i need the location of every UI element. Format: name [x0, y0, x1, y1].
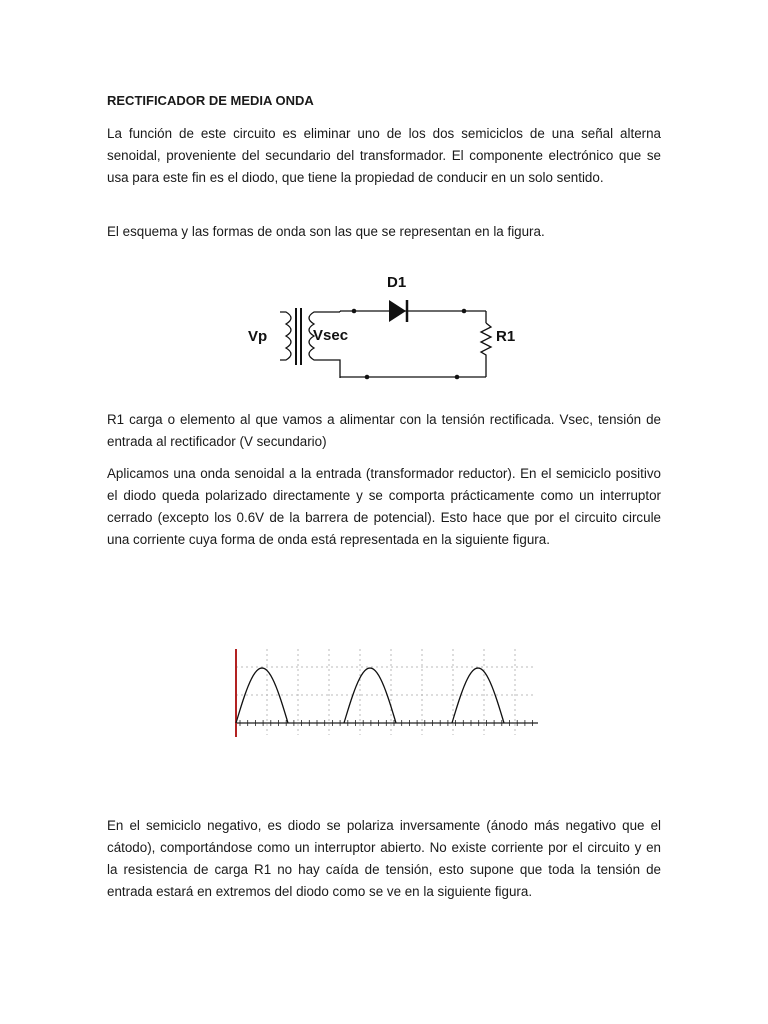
paragraph-positive-cycle: Aplicamos una onda senoidal a la entrada (transformador reductor). En el semiciclo positivo el diodo queda polarizado directamente y se comporta prácticamente como un interruptor cerrado (excepto los 0.6V de la barrera de potencial). Esto hace que por el circuito circule una corriente cuya forma de onda está representada en la siguiente figura.	[107, 466, 661, 547]
node-dot-3	[365, 375, 370, 380]
secondary-coil	[309, 312, 340, 378]
paragraph-figure-ref: El esquema y las formas de onda son las que se representan en la figura.	[107, 224, 545, 239]
primary-coil	[280, 312, 291, 360]
waveform-svg	[230, 645, 540, 741]
diode-triangle	[389, 300, 406, 322]
paragraph-r1-vsec: R1 carga o elemento al que vamos a alimentar con la tensión rectificada. Vsec, tensión de entrada al rectificador (V secundario)	[107, 412, 661, 449]
circuit-diagram	[240, 265, 530, 390]
paragraph-negative-cycle: En el semiciclo negativo, es diodo se polariza inversamente (ánodo más negativo que el cátodo), comportándose como un interruptor abierto. No existe corriente por el circuito y en la resistencia de carga R1 no hay caída de tensión, esto supone que toda la tensión de entrada estará en extremos del diodo como se ve en la siguiente figura.	[107, 818, 661, 899]
circuit-svg	[240, 265, 530, 385]
label-r1: R1	[496, 328, 516, 345]
node-dot-2	[462, 309, 467, 314]
document-title: RECTIFICADOR DE MEDIA ONDA	[107, 93, 314, 108]
resistor-r1	[481, 323, 491, 377]
waveform-figure	[230, 645, 540, 746]
label-d1: D1	[387, 274, 407, 291]
node-dot-4	[455, 375, 460, 380]
label-vp: Vp	[248, 328, 268, 345]
paragraph-intro: La función de este circuito es eliminar uno de los dos semiciclos de una señal alterna senoidal, proveniente del secundario del transformador. El componente electrónico que se usa para este fin es el diodo, que tiene la propiedad de conducir en un solo sentido.	[107, 126, 661, 185]
label-vsec: Vsec	[313, 327, 349, 344]
node-dot-1	[352, 309, 357, 314]
